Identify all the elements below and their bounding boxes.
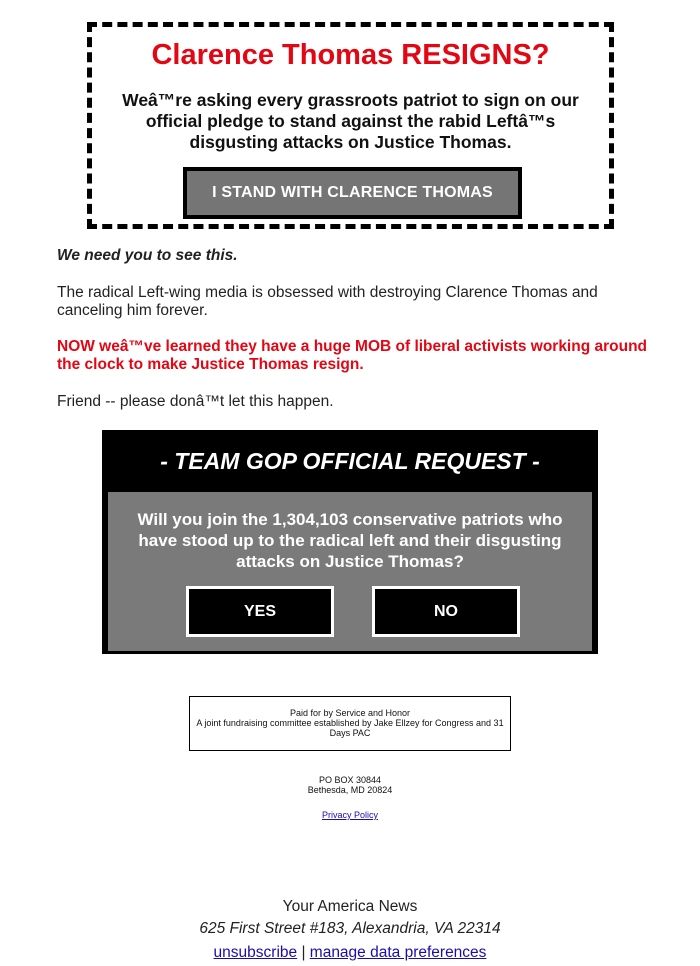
request-question: Will you join the 1,304,103 conservative patriots who have stood up to the radical left and their disgusting attacks on Justice Thomas? (137, 510, 563, 571)
no-button[interactable]: NO (372, 586, 520, 637)
city-line: Bethesda, MD 20824 (307, 785, 393, 795)
mob-warning-paragraph: NOW weâ™ve learned they have a huge MOB of liberal activists working around the clock to make Justice Thomas resign. (57, 338, 648, 373)
po-box: PO BOX 30844 (318, 775, 382, 785)
media-paragraph: The radical Left-wing media is obsessed with destroying Clarence Thomas and canceling him forever. (57, 284, 598, 319)
pledge-description: Weâ™re asking every grassroots patriot to sign on our official pledge to stand against the rabid Leftâ™s disgusting attacks on Justice Thomas. (122, 90, 579, 152)
disclaimer-line-2: A joint fundraising committee established by Jake Ellzey for Congress and 31 Days PAC (196, 718, 504, 738)
yes-button[interactable]: YES (186, 586, 334, 637)
privacy-policy-link[interactable]: Privacy Policy (321, 810, 378, 820)
headline: Clarence Thomas RESIGNS? (151, 39, 550, 71)
disclaimer-line-1: Paid for by Service and Honor (289, 708, 411, 718)
footer-links (0, 944, 700, 962)
friend-appeal: Friend -- please donâ™t let this happen. (57, 393, 334, 410)
footer-org-name: Your America News (282, 898, 418, 915)
unsubscribe-link[interactable]: unsubscribe (213, 944, 298, 961)
request-panel (108, 492, 592, 651)
intro-text: We need you to see this. (57, 247, 238, 264)
footer-separator: | (301, 944, 306, 961)
paid-for-disclaimer (189, 696, 511, 751)
footer-street-address: 625 First Street #183, Alexandria, VA 22314 (199, 920, 501, 937)
request-header: - TEAM GOP OFFICIAL REQUEST - (160, 448, 540, 474)
manage-preferences-link[interactable]: manage data preferences (309, 944, 487, 961)
official-request-box (102, 430, 598, 654)
privacy-row (0, 810, 700, 820)
stand-with-thomas-button[interactable]: I STAND WITH CLARENCE THOMAS (183, 167, 522, 219)
petition-box (87, 22, 614, 229)
